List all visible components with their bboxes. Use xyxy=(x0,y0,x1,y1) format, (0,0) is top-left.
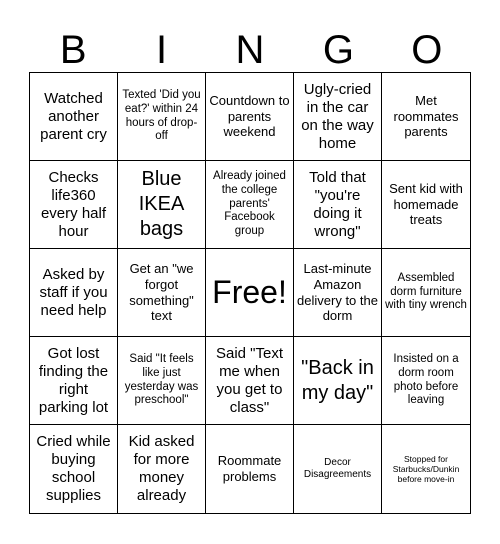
bingo-cell[interactable]: Cried while buying school supplies xyxy=(30,425,118,513)
bingo-cell[interactable]: Last-minute Amazon delivery to the dorm xyxy=(294,249,382,337)
header-letter-o: O xyxy=(411,28,443,72)
bingo-cell[interactable]: Already joined the college parents' Facebook group xyxy=(206,161,294,249)
header-letter-b: B xyxy=(59,28,87,72)
bingo-cell[interactable]: Get an "we forgot something" text xyxy=(118,249,206,337)
bingo-cell[interactable]: Met roommates parents xyxy=(382,73,470,161)
bingo-cell[interactable]: Stopped for Starbucks/Dunkin before move-in xyxy=(392,453,460,485)
bingo-cell[interactable]: Ugly-cried in the car on the way home xyxy=(294,73,382,161)
bingo-cell[interactable]: Said "It feels like just yesterday was preschool" xyxy=(118,337,206,425)
bingo-cell[interactable]: Blue IKEA bags xyxy=(118,161,206,249)
bingo-cell[interactable]: Sent kid with homemade treats xyxy=(382,161,470,249)
bingo-cell[interactable]: Roommate problems xyxy=(206,425,294,513)
header-letter-g: G xyxy=(322,28,354,72)
bingo-cell[interactable]: Watched another parent cry xyxy=(30,73,118,161)
bingo-cell[interactable]: Countdown to parents weekend xyxy=(206,73,294,161)
bingo-cell[interactable]: Got lost finding the right parking lot xyxy=(30,337,118,425)
bingo-cell[interactable]: Said "Text me when you get to class" xyxy=(206,337,294,425)
header-letter-i: I xyxy=(156,28,168,72)
bingo-header xyxy=(29,25,471,75)
free-space[interactable]: Free! xyxy=(206,249,294,337)
bingo-cell[interactable]: Decor Disagreements xyxy=(294,425,382,513)
bingo-cell[interactable]: Checks life360 every half hour xyxy=(30,161,118,249)
header-letter-n: N xyxy=(235,28,265,72)
bingo-cell[interactable]: Kid asked for more money already xyxy=(118,425,206,513)
bingo-cell[interactable]: Told that "you're doing it wrong" xyxy=(294,161,382,249)
bingo-cell[interactable]: Assembled dorm furniture with tiny wrench xyxy=(382,249,470,337)
bingo-card-grid xyxy=(29,72,471,514)
bingo-cell[interactable]: Asked by staff if you need help xyxy=(30,249,118,337)
bingo-cell[interactable]: Texted 'Did you eat?' within 24 hours of drop-off xyxy=(118,73,206,161)
bingo-cell[interactable]: "Back in my day" xyxy=(294,337,382,425)
bingo-cell[interactable]: Insisted on a dorm room photo before leaving xyxy=(382,337,470,425)
